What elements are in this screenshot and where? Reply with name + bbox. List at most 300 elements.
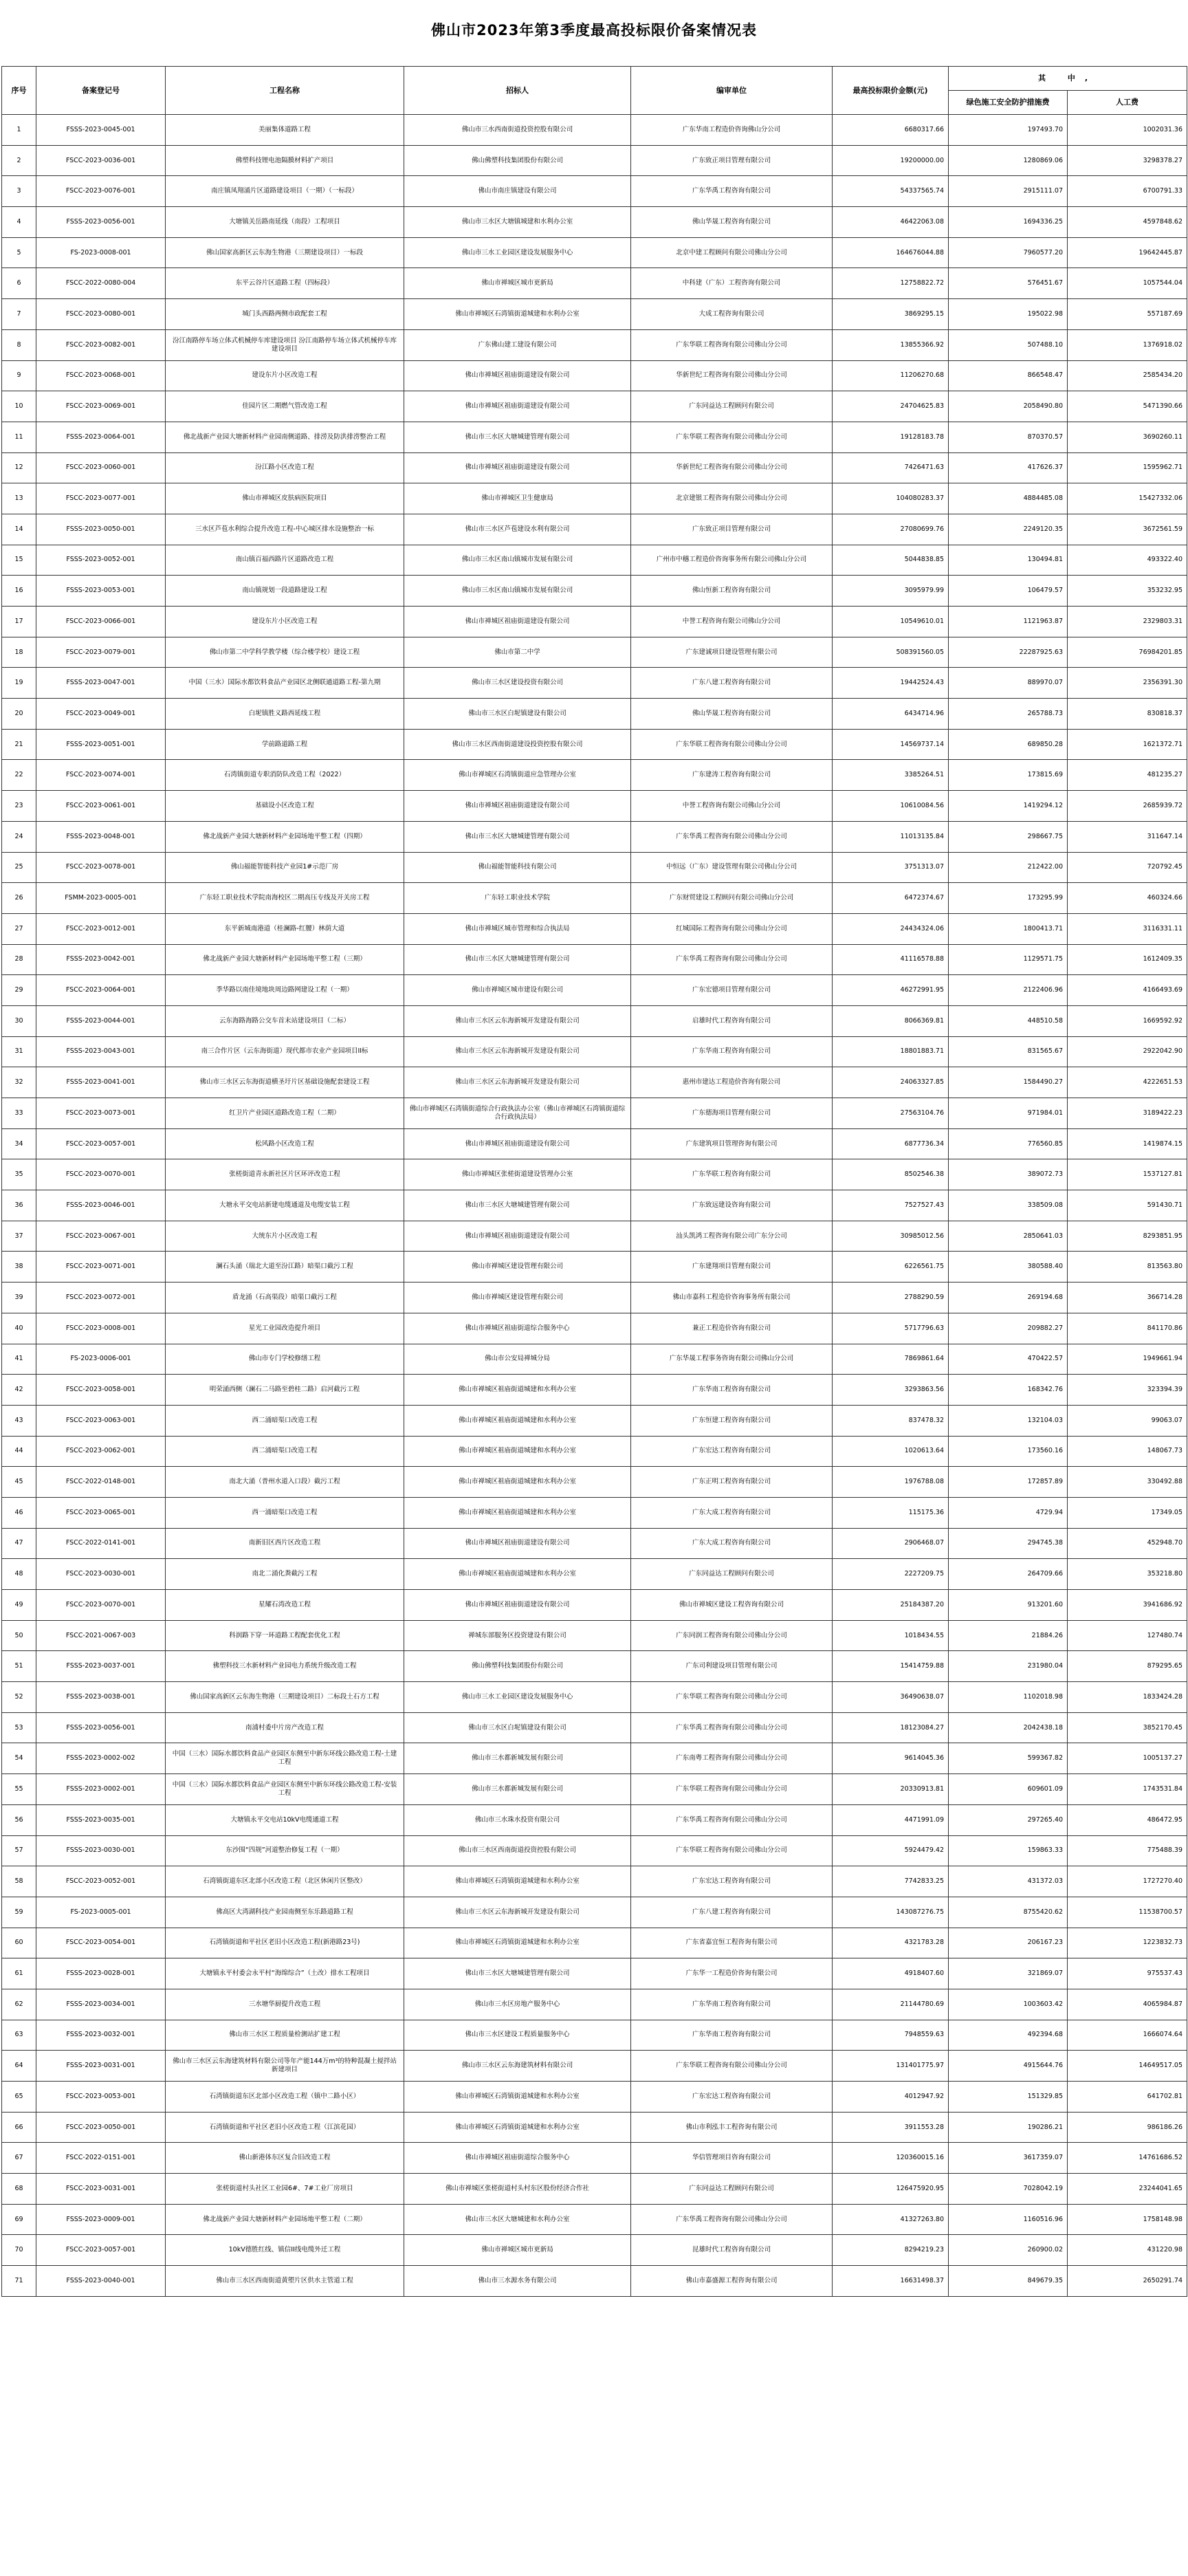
green-safety-fee: 689850.28 <box>949 729 1068 760</box>
project-name: 大塘镇永平村委会永平村“海绵综合”（土改）排水工程项目 <box>166 1958 404 1989</box>
labor-cost: 2329803.31 <box>1068 607 1187 637</box>
registration-no: FSCC-2023-0061-001 <box>36 791 166 822</box>
green-safety-fee: 7028042.19 <box>949 2174 1068 2205</box>
registration-no: FSCC-2023-0073-001 <box>36 1098 166 1129</box>
labor-cost: 15427332.06 <box>1068 483 1187 514</box>
green-safety-fee: 4884485.08 <box>949 483 1068 514</box>
green-safety-fee: 1129571.75 <box>949 944 1068 975</box>
project-name: 南新旧区西片区改造工程 <box>166 1528 404 1559</box>
project-name: 美丽集体道路工程 <box>166 115 404 146</box>
project-name: 佛山市三水区云东海建筑材料有限公司等年产能144万m³的特种混凝土搅拌站新建项目 <box>166 2051 404 2082</box>
header-tenderer: 招标人 <box>404 67 631 115</box>
compiler: 启雄时代工程咨询有限公司 <box>631 1005 833 1036</box>
tenderer: 佛山市禅城区城市建设有限公司 <box>404 975 631 1006</box>
row-number: 16 <box>2 576 36 607</box>
green-safety-fee: 265788.73 <box>949 699 1068 730</box>
row-number: 35 <box>2 1159 36 1190</box>
green-safety-fee: 470422.57 <box>949 1344 1068 1375</box>
row-number: 36 <box>2 1190 36 1221</box>
green-safety-fee: 173295.99 <box>949 883 1068 914</box>
labor-cost: 1537127.81 <box>1068 1159 1187 1190</box>
project-name: 大塘镇关岳路南延线（南段）工程项目 <box>166 207 404 238</box>
header-project-name: 工程名称 <box>166 67 404 115</box>
labor-cost: 3941686.92 <box>1068 1590 1187 1621</box>
tenderer: 佛山市三水西南街道投资控股有限公司 <box>404 115 631 146</box>
table-row <box>2 1436 1187 1467</box>
labor-cost: 2650291.74 <box>1068 2266 1187 2297</box>
labor-cost: 4065984.87 <box>1068 1989 1187 2020</box>
compiler: 广东华禹工程咨询有限公司佛山分公司 <box>631 821 833 852</box>
row-number: 65 <box>2 2082 36 2113</box>
table-row <box>2 1190 1187 1221</box>
labor-cost: 17349.05 <box>1068 1497 1187 1528</box>
project-name: 季华路以南佳境地块周边路网建设工程（一期） <box>166 975 404 1006</box>
table-row <box>2 514 1187 545</box>
labor-cost: 2922042.90 <box>1068 1036 1187 1067</box>
project-name: 石湾镇街道和平社区老旧小区改造工程（江滨花园） <box>166 2112 404 2143</box>
registration-no: FSCC-2023-0076-001 <box>36 176 166 207</box>
labor-cost: 2685939.72 <box>1068 791 1187 822</box>
compiler: 广东华南工程咨询有限公司 <box>631 1036 833 1067</box>
header-of-which: 其 中, <box>949 67 1187 91</box>
project-name: 南北大涌（普州水道入口段）截污工程 <box>166 1467 404 1498</box>
labor-cost: 353218.80 <box>1068 1559 1187 1590</box>
registration-no: FSSS-2023-0042-001 <box>36 944 166 975</box>
row-number: 32 <box>2 1067 36 1098</box>
green-safety-fee: 106479.57 <box>949 576 1068 607</box>
tenderer: 佛山市禅城区祖庙街道建设有限公司 <box>404 452 631 483</box>
green-safety-fee: 866548.47 <box>949 360 1068 391</box>
registration-no: FSCC-2022-0080-004 <box>36 268 166 299</box>
max-price: 18123084.27 <box>833 1712 949 1743</box>
table-row <box>2 607 1187 637</box>
filing-table <box>1 66 1187 2297</box>
tenderer: 佛山市禅城区祖庙街道建设有限公司 <box>404 791 631 822</box>
table-row <box>2 760 1187 791</box>
registration-no: FSSS-2023-0038-001 <box>36 1682 166 1713</box>
max-price: 16631498.37 <box>833 2266 949 2297</box>
row-number: 50 <box>2 1620 36 1651</box>
table-row <box>2 2112 1187 2143</box>
project-name: 明荣涌西侧（澜石二马路至碧桂二路）启河截污工程 <box>166 1375 404 1406</box>
tenderer: 佛山市禅城区石湾镇街道城建和水利办公室 <box>404 1928 631 1958</box>
row-number: 39 <box>2 1282 36 1313</box>
row-number: 10 <box>2 391 36 422</box>
row-number: 64 <box>2 2051 36 2082</box>
project-name: 佛北战新产业园大塘新材料产业园场地平整工程（三期） <box>166 944 404 975</box>
table-row <box>2 1651 1187 1682</box>
compiler: 兼正工程造价咨询有限公司 <box>631 1313 833 1344</box>
max-price: 25184387.20 <box>833 1590 949 1621</box>
compiler: 佛山恒新工程咨询有限公司 <box>631 576 833 607</box>
max-price: 46422063.08 <box>833 207 949 238</box>
max-price: 11206270.68 <box>833 360 949 391</box>
registration-no: FSSS-2023-0002-001 <box>36 1774 166 1805</box>
table-row <box>2 422 1187 452</box>
row-number: 62 <box>2 1989 36 2020</box>
table-row <box>2 729 1187 760</box>
labor-cost: 1621372.71 <box>1068 729 1187 760</box>
registration-no: FSSS-2023-0041-001 <box>36 1067 166 1098</box>
registration-no: FSCC-2022-0141-001 <box>36 1528 166 1559</box>
labor-cost: 148067.73 <box>1068 1436 1187 1467</box>
green-safety-fee: 2122406.96 <box>949 975 1068 1006</box>
project-name: 佛山市禅城区皮肤病医院项目 <box>166 483 404 514</box>
table-row <box>2 1528 1187 1559</box>
compiler: 广东八建工程咨询有限公司 <box>631 1897 833 1928</box>
max-price: 7426471.63 <box>833 452 949 483</box>
project-name: 南北二涌化粪截污工程 <box>166 1559 404 1590</box>
table-row <box>2 1252 1187 1282</box>
header-max-price: 最高投标限价金额(元) <box>833 67 949 115</box>
green-safety-fee: 212422.00 <box>949 852 1068 883</box>
project-name: 南三合作片区（云东海街道）现代都市农业产业园项目II标 <box>166 1036 404 1067</box>
table-row <box>2 268 1187 299</box>
green-safety-fee: 389072.73 <box>949 1159 1068 1190</box>
max-price: 24434324.06 <box>833 913 949 944</box>
labor-cost: 1669592.92 <box>1068 1005 1187 1036</box>
compiler: 广东华联工程咨询有限公司佛山分公司 <box>631 1835 833 1866</box>
table-row <box>2 2051 1187 2082</box>
compiler: 中誉工程咨询有限公司佛山分公司 <box>631 791 833 822</box>
compiler: 华新世纪工程咨询有限公司佛山分公司 <box>631 452 833 483</box>
max-price: 14569737.14 <box>833 729 949 760</box>
row-number: 3 <box>2 176 36 207</box>
registration-no: FSCC-2023-0068-001 <box>36 360 166 391</box>
green-safety-fee: 269194.68 <box>949 1282 1068 1313</box>
tenderer: 佛山市禅城区祖庙街道建设有限公司 <box>404 1221 631 1252</box>
green-safety-fee: 132104.03 <box>949 1405 1068 1436</box>
green-safety-fee: 209882.27 <box>949 1313 1068 1344</box>
project-name: 佛塑科技锂电池隔膜材料扩产项目 <box>166 145 404 176</box>
max-price: 15414759.88 <box>833 1651 949 1682</box>
table-row <box>2 576 1187 607</box>
row-number: 23 <box>2 791 36 822</box>
compiler: 广东南粤工程咨询有限公司佛山分公司 <box>631 1743 833 1774</box>
registration-no: FSSS-2023-0047-001 <box>36 668 166 699</box>
green-safety-fee: 2915111.07 <box>949 176 1068 207</box>
table-row <box>2 176 1187 207</box>
header-compiler: 编审单位 <box>631 67 833 115</box>
registration-no: FSSS-2023-0056-001 <box>36 1712 166 1743</box>
registration-no: FSCC-2023-0079-001 <box>36 637 166 668</box>
project-name: 基础设小区改造工程 <box>166 791 404 822</box>
green-safety-fee: 776560.85 <box>949 1128 1068 1159</box>
green-safety-fee: 3617359.07 <box>949 2143 1068 2174</box>
table-row <box>2 1467 1187 1498</box>
table-row <box>2 975 1187 1006</box>
tenderer: 佛山市禅城区祖庙街道建设有限公司 <box>404 1590 631 1621</box>
tenderer: 佛山市禅城区城市更新局 <box>404 2235 631 2266</box>
project-name: 石湾镇街道东区北部小区改造工程（镇中二路小区） <box>166 2082 404 2113</box>
labor-cost: 975537.43 <box>1068 1958 1187 1989</box>
row-number: 44 <box>2 1436 36 1467</box>
compiler: 昆雄时代工程咨询有限公司 <box>631 2235 833 2266</box>
registration-no: FSSS-2023-0045-001 <box>36 115 166 146</box>
max-price: 19128183.78 <box>833 422 949 452</box>
table-row <box>2 329 1187 360</box>
project-name: 西二涌暗渠口改造工程 <box>166 1436 404 1467</box>
tenderer: 佛山市禅城区建设管理有限公司 <box>404 1282 631 1313</box>
registration-no: FSCC-2023-0078-001 <box>36 852 166 883</box>
tenderer: 佛山市三水都新城发展有限公司 <box>404 1743 631 1774</box>
registration-no: FSSS-2023-0051-001 <box>36 729 166 760</box>
compiler: 广东华联工程咨询有限公司佛山分公司 <box>631 1682 833 1713</box>
compiler: 广东同益达工程顾问有限公司 <box>631 1559 833 1590</box>
compiler: 佛山市利泓丰工程咨询有限公司 <box>631 2112 833 2143</box>
table-row <box>2 1098 1187 1129</box>
row-number: 34 <box>2 1128 36 1159</box>
tenderer: 佛山市禅城区祖庙街道建设有限公司 <box>404 607 631 637</box>
max-price: 120360015.16 <box>833 2143 949 2174</box>
row-number: 25 <box>2 852 36 883</box>
project-name: 大塘镇永平交电站10kV电缆通道工程 <box>166 1804 404 1835</box>
project-name: 三水区芦苞水利综合提升改造工程-中心城区排水设施整治一标 <box>166 514 404 545</box>
project-name: 广东轻工职业技术学院南海校区二期高压专线及开关房工程 <box>166 883 404 914</box>
compiler: 佛山市禅城区建设工程咨询有限公司 <box>631 1590 833 1621</box>
registration-no: FSCC-2023-0049-001 <box>36 699 166 730</box>
tenderer: 佛山市禅城区祖庙街道城建和水利办公室 <box>404 1405 631 1436</box>
header-green-safety-fee: 绿色施工安全防护措施费 <box>949 91 1068 115</box>
compiler: 广东华南工程造价咨询佛山分公司 <box>631 115 833 146</box>
document-title: 佛山市2023年第3季度最高投标限价备案情况表 <box>430 22 758 39</box>
compiler: 广东司利建设项目管理有限公司 <box>631 1651 833 1682</box>
compiler: 广东华联工程咨询有限公司佛山分公司 <box>631 329 833 360</box>
table-row <box>2 391 1187 422</box>
labor-cost: 1743531.84 <box>1068 1774 1187 1805</box>
max-price: 19442524.43 <box>833 668 949 699</box>
labor-cost: 1666074.64 <box>1068 2020 1187 2051</box>
tenderer: 佛山佛塑科技集团股份有限公司 <box>404 145 631 176</box>
max-price: 11013135.84 <box>833 821 949 852</box>
compiler: 广东宏达工程咨询有限公司 <box>631 1436 833 1467</box>
compiler: 广东同益达工程顾问有限公司 <box>631 2174 833 2205</box>
row-number: 54 <box>2 1743 36 1774</box>
registration-no: FSCC-2023-0058-001 <box>36 1375 166 1406</box>
green-safety-fee: 2058490.80 <box>949 391 1068 422</box>
tenderer: 佛山市禅城区祖庙街道建设有限公司 <box>404 360 631 391</box>
tenderer: 佛山市禅城区石湾镇街道应急管理办公室 <box>404 760 631 791</box>
project-name: 中国（三水）国际水都饮料食品产业园区东侧至中新东环线公路改造工程-安装工程 <box>166 1774 404 1805</box>
table-row <box>2 483 1187 514</box>
tenderer: 佛山市三水区云东海新城开发建设有限公司 <box>404 1036 631 1067</box>
compiler: 广东华禹工程咨询有限公司佛山分公司 <box>631 1712 833 1743</box>
registration-no: FSCC-2023-0072-001 <box>36 1282 166 1313</box>
tenderer: 佛山市三水都新城发展有限公司 <box>404 1774 631 1805</box>
row-number: 38 <box>2 1252 36 1282</box>
labor-cost: 431220.98 <box>1068 2235 1187 2266</box>
registration-no: FSCC-2023-0063-001 <box>36 1405 166 1436</box>
green-safety-fee: 609601.09 <box>949 1774 1068 1805</box>
green-safety-fee: 173815.69 <box>949 760 1068 791</box>
registration-no: FSCC-2023-0080-001 <box>36 299 166 330</box>
labor-cost: 3690260.11 <box>1068 422 1187 452</box>
registration-no: FSSS-2023-0064-001 <box>36 422 166 452</box>
max-price: 837478.32 <box>833 1405 949 1436</box>
row-number: 52 <box>2 1682 36 1713</box>
project-name: 中国（三水）国际水都饮料食品产业园区东侧至中新东环线公路改造工程-土建工程 <box>166 1743 404 1774</box>
max-price: 104080283.37 <box>833 483 949 514</box>
green-safety-fee: 1003603.42 <box>949 1989 1068 2020</box>
green-safety-fee: 1584490.27 <box>949 1067 1068 1098</box>
registration-no: FSCC-2023-0070-001 <box>36 1159 166 1190</box>
row-number: 40 <box>2 1313 36 1344</box>
max-price: 41116578.88 <box>833 944 949 975</box>
labor-cost: 986186.26 <box>1068 2112 1187 2143</box>
row-number: 4 <box>2 207 36 238</box>
max-price: 27080699.76 <box>833 514 949 545</box>
registration-no: FSSS-2023-0050-001 <box>36 514 166 545</box>
project-name: 张槎街道青永新社区片区环评改造工程 <box>166 1159 404 1190</box>
tenderer: 佛山市三水区南山镇城市发展有限公司 <box>404 576 631 607</box>
row-number: 69 <box>2 2204 36 2235</box>
tenderer: 佛山福能智能科技有限公司 <box>404 852 631 883</box>
registration-no: FSSS-2023-0031-001 <box>36 2051 166 2082</box>
max-price: 7742833.25 <box>833 1866 949 1897</box>
row-number: 42 <box>2 1375 36 1406</box>
table-row <box>2 1036 1187 1067</box>
labor-cost: 1949661.94 <box>1068 1344 1187 1375</box>
green-safety-fee: 190286.21 <box>949 2112 1068 2143</box>
compiler: 广东建诚项目建设管理有限公司 <box>631 637 833 668</box>
row-number: 45 <box>2 1467 36 1498</box>
project-name: 佛山新港体东区复合旧改造工程 <box>166 2143 404 2174</box>
project-name: 石湾镇街道专职消防队改造工程（2022） <box>166 760 404 791</box>
tenderer: 佛山市三水区大塘城建管理有限公司 <box>404 422 631 452</box>
registration-no: FSCC-2023-0066-001 <box>36 607 166 637</box>
row-number: 71 <box>2 2266 36 2297</box>
row-number: 70 <box>2 2235 36 2266</box>
table-row <box>2 852 1187 883</box>
tenderer: 佛山市三水区大塘城建管理有限公司 <box>404 944 631 975</box>
row-number: 51 <box>2 1651 36 1682</box>
tenderer: 佛山佛塑科技集团股份有限公司 <box>404 1651 631 1682</box>
row-number: 15 <box>2 545 36 576</box>
green-safety-fee: 599367.82 <box>949 1743 1068 1774</box>
tenderer: 佛山市禅城区祖庙街道城建和水利办公室 <box>404 1375 631 1406</box>
green-safety-fee: 159863.33 <box>949 1835 1068 1866</box>
compiler: 汕头凯鸿工程咨询有限公司广东分公司 <box>631 1221 833 1252</box>
table-row <box>2 1128 1187 1159</box>
max-price: 4471991.09 <box>833 1804 949 1835</box>
max-price: 7527527.43 <box>833 1190 949 1221</box>
max-price: 1020613.64 <box>833 1436 949 1467</box>
tenderer: 佛山市禅城区城市更新局 <box>404 268 631 299</box>
compiler: 广东华禹工程咨询有限公司佛山分公司 <box>631 2204 833 2235</box>
registration-no: FSCC-2023-0012-001 <box>36 913 166 944</box>
table-row <box>2 145 1187 176</box>
project-name: 石湾镇街道东区北部小区改造工程（北区休闲片区整改） <box>166 1866 404 1897</box>
compiler: 佛山华晟工程咨询有限公司 <box>631 699 833 730</box>
row-number: 13 <box>2 483 36 514</box>
registration-no: FSCC-2023-0030-001 <box>36 1559 166 1590</box>
row-number: 11 <box>2 422 36 452</box>
table-row <box>2 2204 1187 2235</box>
row-number: 21 <box>2 729 36 760</box>
tenderer: 佛山市禅城区祖庙街道综合服务中心 <box>404 2143 631 2174</box>
max-price: 7869861.64 <box>833 1344 949 1375</box>
registration-no: FSCC-2023-0054-001 <box>36 1928 166 1958</box>
registration-no: FSCC-2023-0065-001 <box>36 1497 166 1528</box>
registration-no: FSCC-2023-0077-001 <box>36 483 166 514</box>
tenderer: 佛山市禅城区石湾镇街道城建和水利办公室 <box>404 299 631 330</box>
table-row <box>2 207 1187 238</box>
row-number: 60 <box>2 1928 36 1958</box>
row-number: 57 <box>2 1835 36 1866</box>
row-number: 49 <box>2 1590 36 1621</box>
project-name: 石湾镇街道和平社区老旧小区改造工程(新港路23号) <box>166 1928 404 1958</box>
row-number: 66 <box>2 2112 36 2143</box>
registration-no: FS-2023-0005-001 <box>36 1897 166 1928</box>
table-row <box>2 1221 1187 1252</box>
registration-no: FSSS-2023-0056-001 <box>36 207 166 238</box>
row-number: 5 <box>2 237 36 268</box>
row-number: 9 <box>2 360 36 391</box>
registration-no: FSCC-2023-0060-001 <box>36 452 166 483</box>
labor-cost: 3852170.45 <box>1068 1712 1187 1743</box>
row-number: 29 <box>2 975 36 1006</box>
max-price: 115175.36 <box>833 1497 949 1528</box>
table-row <box>2 2235 1187 2266</box>
table-row <box>2 115 1187 146</box>
row-number: 28 <box>2 944 36 975</box>
labor-cost: 3116331.11 <box>1068 913 1187 944</box>
compiler: 大成工程咨询有限公司 <box>631 299 833 330</box>
compiler: 华新世纪工程咨询有限公司佛山分公司 <box>631 360 833 391</box>
registration-no: FSSS-2023-0046-001 <box>36 1190 166 1221</box>
row-number: 37 <box>2 1221 36 1252</box>
green-safety-fee: 1419294.12 <box>949 791 1068 822</box>
project-name: 盾龙涌（石高渠段）暗渠口截污工程 <box>166 1282 404 1313</box>
green-safety-fee: 168342.76 <box>949 1375 1068 1406</box>
table-row <box>2 791 1187 822</box>
green-safety-fee: 1102018.98 <box>949 1682 1068 1713</box>
registration-no: FSSS-2023-0035-001 <box>36 1804 166 1835</box>
row-number: 22 <box>2 760 36 791</box>
registration-no: FSCC-2023-0036-001 <box>36 145 166 176</box>
green-safety-fee: 130494.81 <box>949 545 1068 576</box>
registration-no: FSCC-2023-0057-001 <box>36 1128 166 1159</box>
row-number: 48 <box>2 1559 36 1590</box>
green-safety-fee: 321869.07 <box>949 1958 1068 1989</box>
max-price: 10610084.56 <box>833 791 949 822</box>
compiler: 广东华南工程咨询有限公司 <box>631 1989 833 2020</box>
tenderer: 佛山市禅城区祖庙街道城建和水利办公室 <box>404 1559 631 1590</box>
project-name: 佛山市专门学校修缮工程 <box>166 1344 404 1375</box>
max-price: 2906468.07 <box>833 1528 949 1559</box>
table-row <box>2 637 1187 668</box>
project-name: 佛山福能智能科技产业园1#示范厂房 <box>166 852 404 883</box>
max-price: 2788290.59 <box>833 1282 949 1313</box>
table-row <box>2 1682 1187 1713</box>
registration-no: FSSS-2023-0032-001 <box>36 2020 166 2051</box>
tenderer: 佛山市禅城区石湾镇街道综合行政执法办公室（佛山市禅城区石湾镇街道综合行政执法局） <box>404 1098 631 1129</box>
green-safety-fee: 22287925.63 <box>949 637 1068 668</box>
registration-no: FSSS-2023-0009-001 <box>36 2204 166 2235</box>
project-name: 星耀石湾改造工程 <box>166 1590 404 1621</box>
row-number: 68 <box>2 2174 36 2205</box>
labor-cost: 720792.45 <box>1068 852 1187 883</box>
project-name: 云东海路海路公交车首末站建设项目（二标） <box>166 1005 404 1036</box>
max-price: 2227209.75 <box>833 1559 949 1590</box>
compiler: 广东华联工程咨询有限公司佛山分公司 <box>631 729 833 760</box>
registration-no: FSCC-2022-0151-001 <box>36 2143 166 2174</box>
max-price: 8294219.23 <box>833 2235 949 2266</box>
compiler: 北京建银工程咨询有限公司佛山分公司 <box>631 483 833 514</box>
green-safety-fee: 1280869.06 <box>949 145 1068 176</box>
max-price: 10549610.01 <box>833 607 949 637</box>
table-row <box>2 299 1187 330</box>
